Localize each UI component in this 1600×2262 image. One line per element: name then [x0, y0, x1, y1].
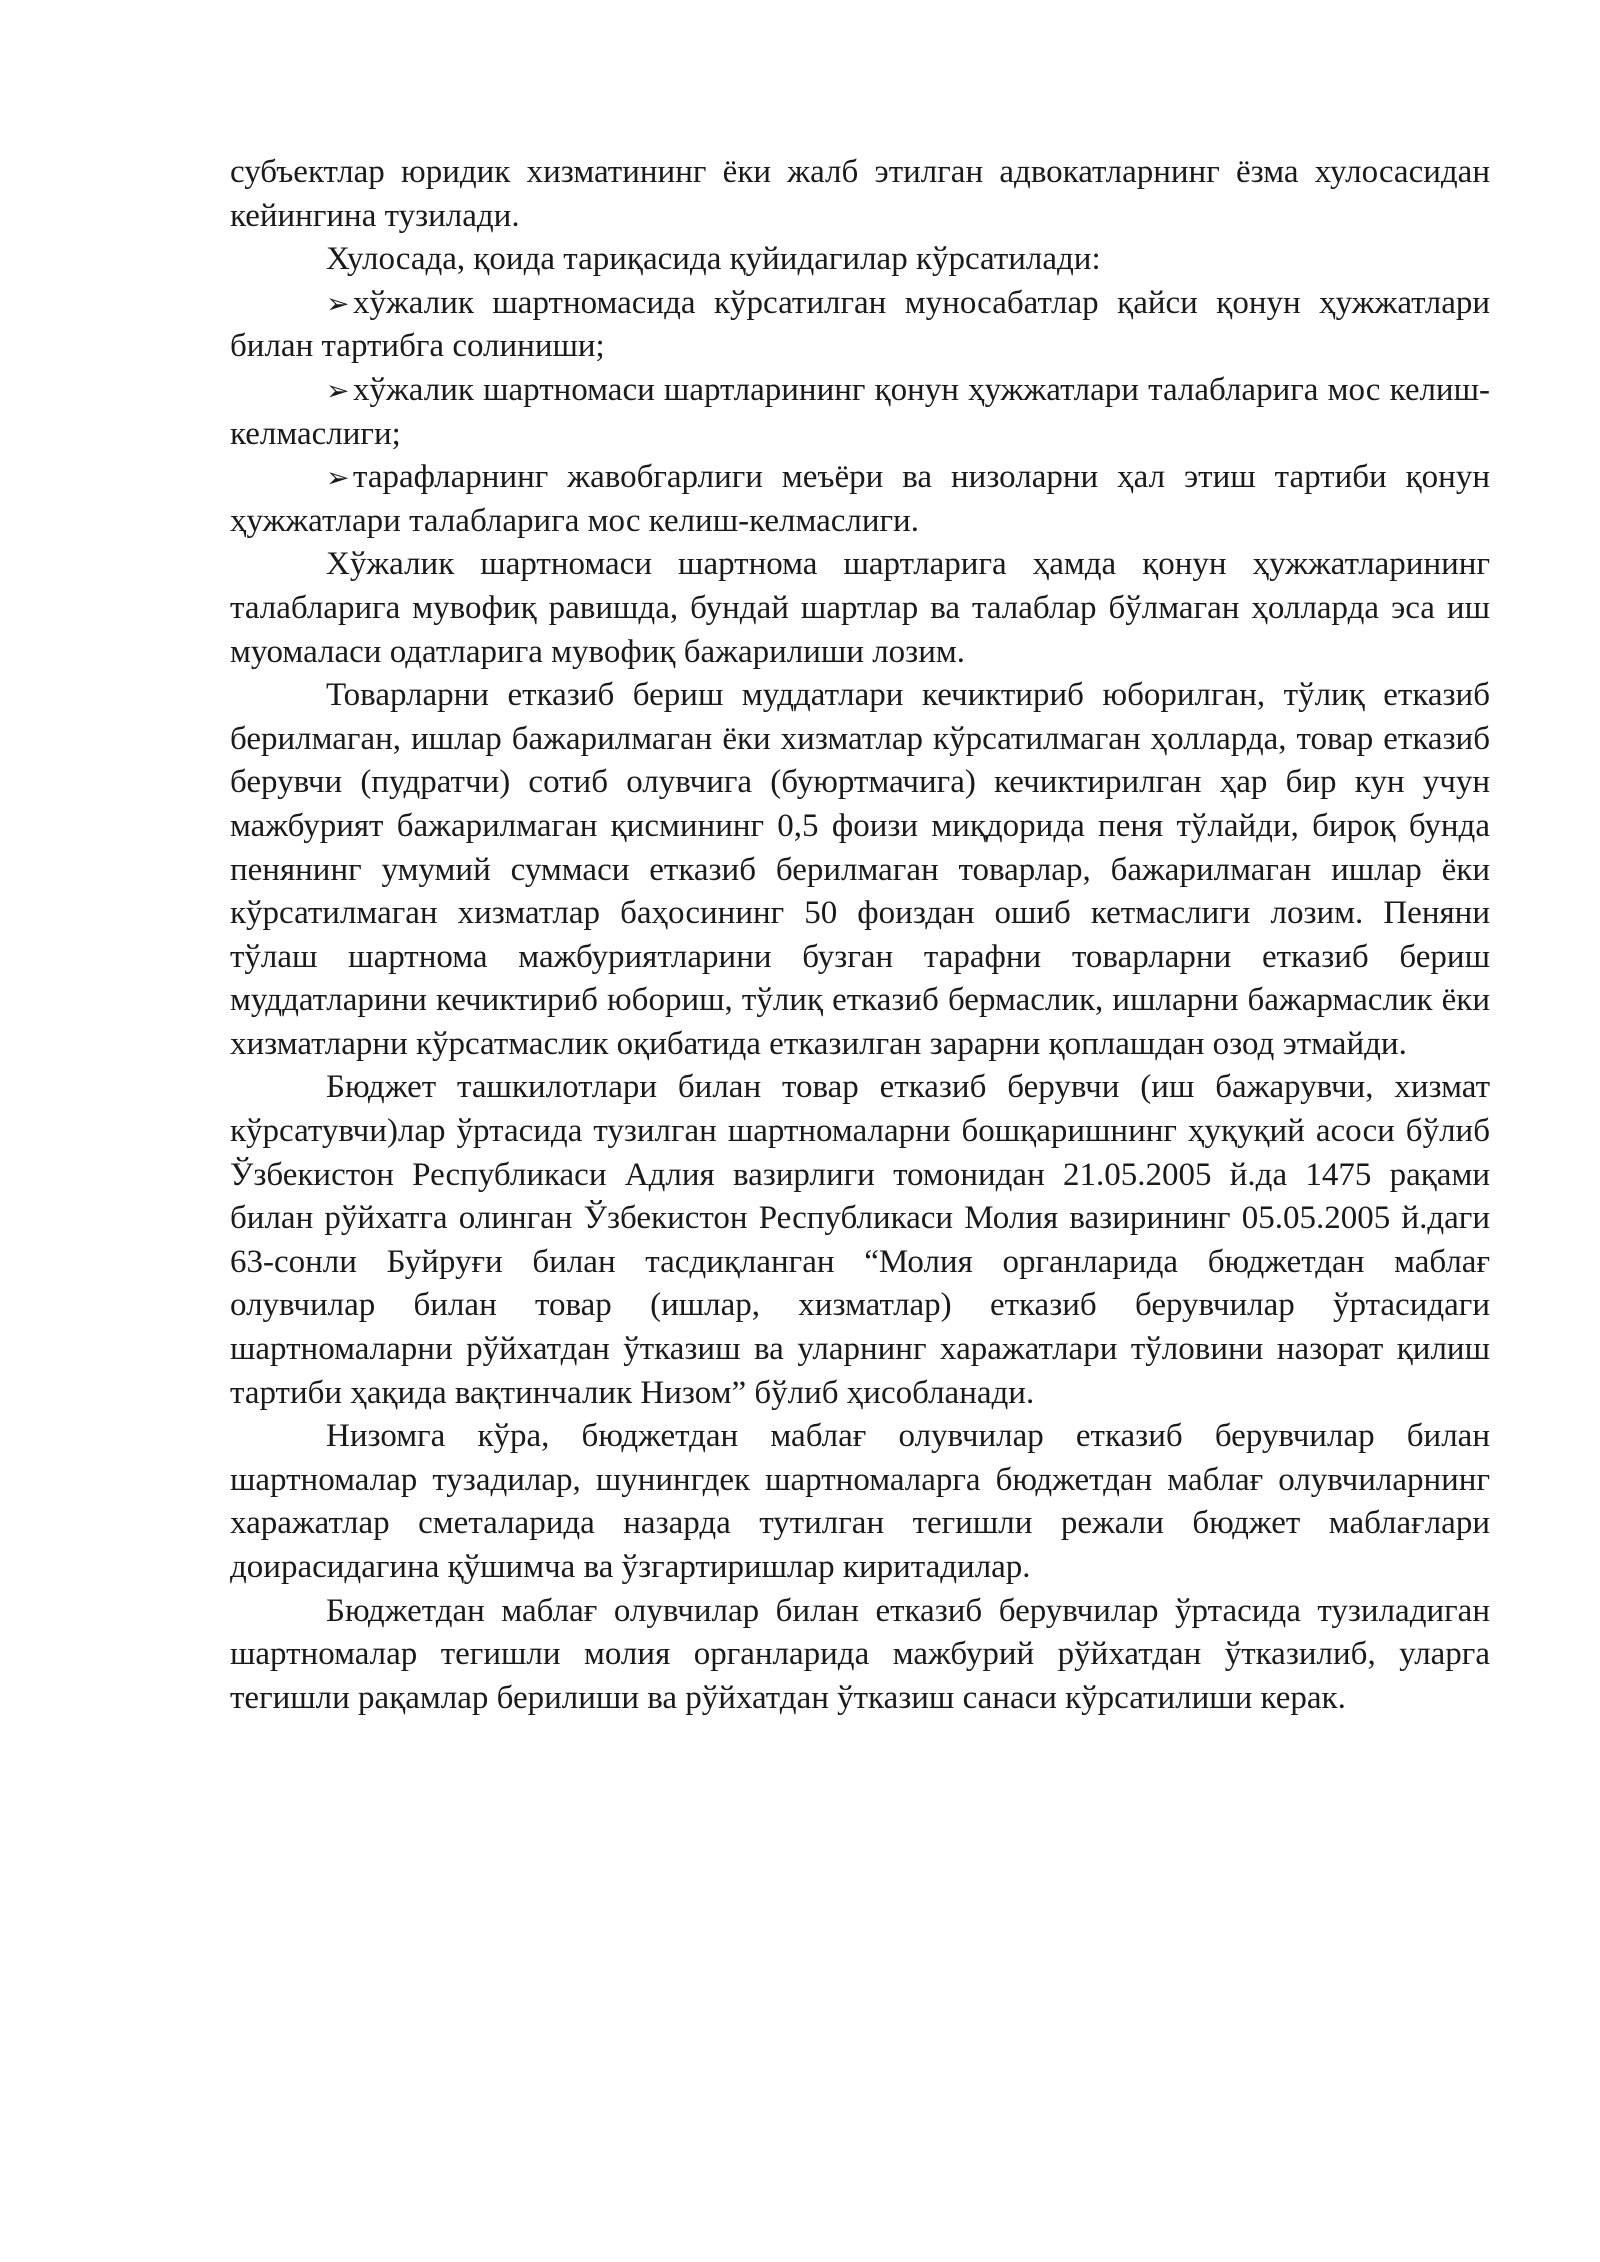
- document-page: [230, 151, 1490, 1720]
- paragraph-legal-basis: Бюджет ташкилотлари билан товар етказиб берувчи (иш бажарувчи, хизмат кўрсатувчи)лар ўртасида тузилган шартномаларни бошқаришнинг ҳуқуқий асоси бўлиб Ўзбекистон Республикаси Адлия вазирлиги томонидан 21.05.2005 й.да 1475 рақами билан рўйхатга олинган Ўзбекистон Республикаси Молия вазирининг 05.05.2005 й.даги 63-сонли Буйруғи билан тасдиқланган “Молия органларида бюджетдан маблағ олувчилар билан товар (ишлар, хизматлар) етказиб берувчилар ўртасидаги шартномаларни рўйхатдан ўтказиш ва уларнинг харажатлари тўловини назорат қилиш тартиби ҳақида вақтинчалик Низом” бўлиб ҳисобланади.: [230, 1069, 1490, 1411]
- bullet-item-text: хўжалик шартномасида кўрсатилган муносабатлар қайси қонун ҳужжатлари билан тартибга солиниши;: [230, 284, 1490, 365]
- paragraph-penalty: Товарларни етказиб бериш муддатлари кечиктириб юборилган, тўлиқ етказиб берилмаган, ишлар бажарилмаган ёки хизматлар кўрсатилмаган ҳолларда, товар етказиб берувчи (пудратчи) сотиб олувчига (буюртмачига) кечиктирилган ҳар бир кун учун мажбурият бажарилмаган қисмининг 0,5 фоизи миқдорида пеня тўлайди, бироқ бунда пенянинг умумий суммаси етказиб берилмаган товарлар, бажарилмаган ишлар ёки кўрсатилмаган хизматлар баҳосининг 50 фоиздан ошиб кетмаслиги лозим. Пеняни тўлаш шартнома мажбуриятларини бузган тарафни товарларни етказиб бериш муддатларини кечиктириб юбориш, тўлиқ етказиб бермаслик, ишларни бажармаслик ёки хизматларни кўрсатмаслик оқибатида етказилган зарарни қоплашдан озод этмайди.: [230, 677, 1490, 1062]
- bullet-item-legal-regulation: [230, 282, 1490, 369]
- paragraph-contract-performance: Хўжалик шартномаси шартнома шартларига ҳамда қонун ҳужжатларининг талабларига мувофиқ равишда, бундай шартлар ва талаблар бўлмаган ҳолларда эса иш муомаласи одатларига мувофиқ бажарилиши лозим.: [230, 546, 1490, 670]
- arrowhead-bullet-icon: ➢: [326, 286, 350, 320]
- bullet-item-text: хўжалик шартномаси шартларининг қонун ҳужжатлари талабларига мос келиш-келмаслиги;: [230, 371, 1490, 452]
- paragraph-conclusion-intro: Хулосада, қоида тариқасида қуйидагилар кўрсатилади:: [326, 241, 1101, 278]
- paragraph-continuation: субъектлар юридик хизматининг ёки жалб этилган адвокатларнинг ёзма хулосасидан кейингина тузилади.: [230, 154, 1490, 234]
- arrowhead-bullet-icon: ➢: [326, 461, 350, 495]
- bullet-item-liability-disputes: [230, 456, 1490, 543]
- paragraph-regulation: Низомга кўра, бюджетдан маблағ олувчилар етказиб берувчилар билан шартномалар тузадилар, шунингдек шартномаларга бюджетдан маблағ олувчиларнинг харажатлар сметаларида назарда тутилган тегишли режали бюджет маблағлари доирасидагина қўшимча ва ўзгартиришлар киритадилар.: [230, 1418, 1490, 1585]
- bullet-item-text: тарафларнинг жавобгарлиги меъёри ва низоларни ҳал этиш тартиби қонун ҳужжатлари талабларига мос келиш-келмаслиги.: [230, 459, 1490, 539]
- paragraph-registration: Бюджетдан маблағ олувчилар билан етказиб берувчилар ўртасида тузиладиган шартномалар тегишли молия органларида мажбурий рўйхатдан ўтказилиб, уларга тегишли рақамлар берилиши ва рўйхатдан ўтказиш санаси кўрсатилиши керак.: [230, 1592, 1490, 1716]
- arrowhead-bullet-icon: ➢: [326, 373, 350, 407]
- bullet-item-terms-compliance: [230, 369, 1490, 456]
